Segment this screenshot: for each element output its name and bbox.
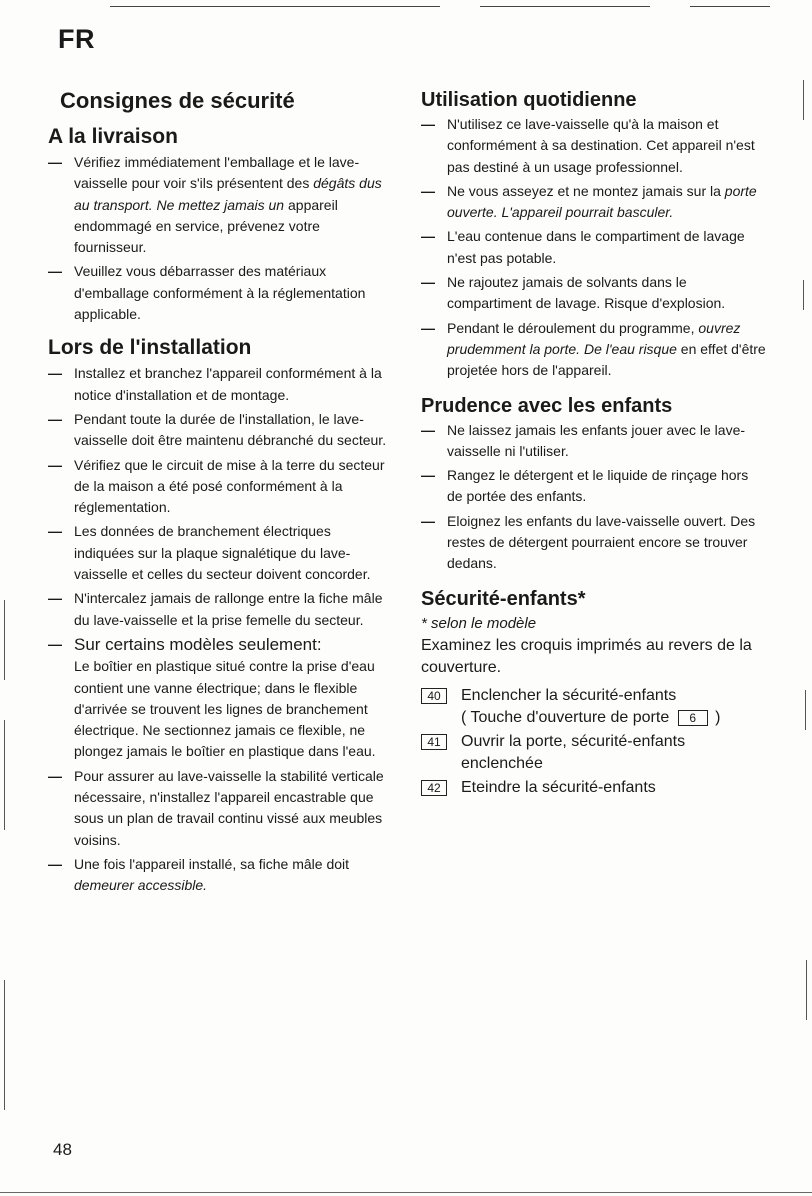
list-item: — Vérifiez que le circuit de mise à la terre du secteur de la maison a été posé conformément à la réglementation. (48, 455, 393, 519)
section-heading-installation: Lors de l'installation (48, 336, 252, 360)
daily-use-list (421, 114, 766, 382)
list-item: — Pendant le déroulement du programme, ouvrez prudemment la porte. De l'eau risque en effet d'être projetée hors de l'appareil. (421, 318, 766, 382)
list-item: — Pour assurer au lave-vaisselle la stabilité verticale nécessaire, n'installez l'appareil encastrable que sous un plan de travail continu vissé aux meubles voisins. (48, 766, 393, 851)
figure-number: 41 (421, 734, 447, 750)
language-label: FR (58, 24, 95, 54)
page-number: 48 (53, 1140, 72, 1159)
top-rule-right (480, 6, 650, 7)
list-item: — Eloignez les enfants du lave-vaisselle ouvert. Des restes de détergent pourraient encore se trouver dedans. (421, 511, 766, 575)
list-item: — Ne rajoutez jamais de solvants dans le compartiment de lavage. Risque d'explosion. (421, 272, 766, 315)
list-item: — Rangez le détergent et le liquide de rinçage hors de portée des enfants. (421, 465, 766, 508)
list-item: — Sur certains modèles seulement: Le boîtier en plastique situé contre la prise d'eau contient une vanne électrique; dans le flexible d'arrivée se trouvent les lignes de branchement électrique. Ne sectionnez jamais ce flexible, ne plongez jamais le boîtier en plastique dans l'eau. (48, 634, 393, 763)
figure-number: 40 (421, 688, 447, 704)
edge-mark (4, 600, 5, 680)
page-title: Consignes de sécurité (60, 88, 295, 113)
figure-caption: Ouvrir la porte, sécurité-enfants (461, 732, 686, 750)
list-item: — Vérifiez immédiatement l'emballage et le lave-vaisselle pour voir s'ils présentent des dégâts dus au transport. Ne mettez jamais un appareil endommagé en service, prévenez votre fournisseur. (48, 152, 393, 258)
section-heading-delivery: A la livraison (48, 125, 178, 148)
list-item: — Une fois l'appareil installé, sa fiche mâle doit demeurer accessible. (48, 854, 393, 897)
list-item: — N'intercalez jamais de rallonge entre la fiche mâle du lave-vaisselle et la prise femelle du secteur. (48, 588, 393, 631)
edge-mark (803, 80, 804, 120)
list-item: — Veuillez vous débarrasser des matériaux d'emballage conformément à la réglementation applicable. (48, 261, 393, 325)
edge-mark (4, 980, 5, 1110)
edge-mark (4, 720, 5, 830)
list-item: — Ne laissez jamais les enfants jouer avec le lave-vaisselle ni l'utiliser. (421, 420, 766, 463)
intro-paragraph: Examinez les croquis imprimés au revers de la couverture. (421, 636, 752, 676)
list-item: — Installez et branchez l'appareil conformément à la notice d'installation et de montage. (48, 363, 393, 406)
bottom-rule (0, 1192, 812, 1193)
edge-mark (803, 280, 804, 310)
model-footnote: * selon le modèle (421, 614, 537, 632)
children-list (421, 420, 766, 575)
right-column (421, 86, 766, 801)
figure-caption: Enclencher la sécurité-enfants (461, 686, 677, 704)
section-heading-children: Prudence avec les enfants (421, 394, 673, 417)
top-rule-far (690, 6, 770, 7)
top-rule (110, 6, 440, 7)
figure-reference (421, 777, 766, 799)
list-item: — N'utilisez ce lave-vaisselle qu'à la maison et conformément à sa destination. Cet appareil n'est pas destiné à un usage professionnel. (421, 114, 766, 178)
section-heading-daily-use: Utilisation quotidienne (421, 89, 637, 111)
list-item: — Pendant toute la durée de l'installation, le lave-vaisselle doit être maintenu débranché du secteur. (48, 409, 393, 452)
edge-mark (806, 960, 807, 1020)
figure-caption: Eteindre la sécurité-enfants (461, 778, 656, 796)
list-item: — L'eau contenue dans le compartiment de lavage n'est pas potable. (421, 226, 766, 269)
figure-number: 42 (421, 780, 447, 796)
delivery-list (48, 152, 393, 325)
section-heading-child-safety: Sécurité-enfants* (421, 587, 586, 610)
list-item: — Les données de branchement électriques indiquées sur la plaque signalétique du lave-vaisselle et celles du secteur doivent concorder. (48, 521, 393, 585)
edge-mark (805, 690, 806, 730)
figure-reference: 41 Ouvrir la porte, sécurité-enfants enclenchée (421, 731, 766, 775)
list-item: — Ne vous asseyez et ne montez jamais sur la porte ouverte. L'appareil pourrait basculer. (421, 181, 766, 224)
left-column (48, 86, 393, 900)
figure-number: 6 (678, 710, 708, 726)
installation-list (48, 363, 393, 896)
figure-reference: 40 Enclencher la sécurité-enfants ( Touche d'ouverture de porte 6 ) (421, 685, 766, 729)
